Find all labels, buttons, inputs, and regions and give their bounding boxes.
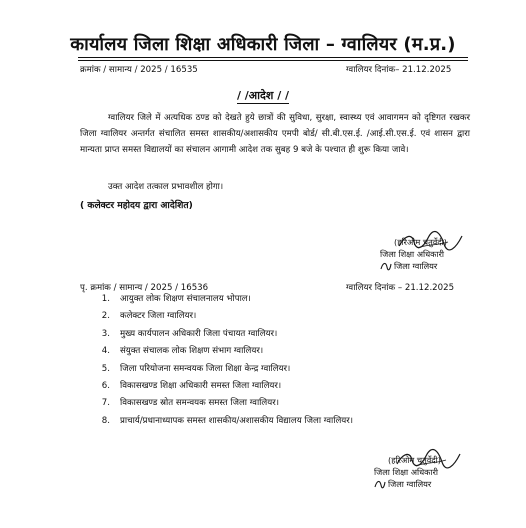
distribution-reference-number: पृ. क्रमांक / सामान्य / 2025 / 16536 [80, 283, 209, 293]
distribution-item: 8. प्राचार्य/प्रधानाध्यापक समस्त शासकीय/अशासकीय विद्यालय जिला ग्वालियर। [101, 415, 354, 426]
signatory-designation: जिला शिक्षा अधिकारी [380, 249, 445, 259]
collector-order-note: ( कलेक्टर महोदय द्वारा आदेशित) [80, 200, 193, 211]
distribution-item: 1. आयुक्त लोक शिक्षण संचालनालय भोपाल। [101, 294, 251, 304]
signatory-name: (हरिओम चतुर्वेदी) [388, 455, 441, 465]
distribution-item: 5. जिला परियोजना समन्वयक जिला शिक्षा केन्द्र ग्वालियर। [101, 363, 291, 374]
distribution-item: 7. विकासखण्ड स्रोत समन्वयक समस्त जिला ग्वालियर। [101, 398, 279, 409]
initial-mark-icon [380, 261, 392, 271]
signatory-location-line [374, 478, 484, 490]
signature-block-1 [380, 236, 490, 272]
signatory-location: जिला ग्वालियर [388, 479, 432, 489]
distribution-item: 4. संयुक्त संचालक लोक शिक्षण संभाग ग्वालियर। [101, 346, 264, 357]
order-place-date: ग्वालियर दिनांक– 21.12.2025 [346, 65, 452, 75]
office-title: कार्यालय जिला शिक्षा अधिकारी जिला – ग्वालियर (म.प्र.) [70, 34, 456, 55]
initial-mark-icon [374, 479, 386, 489]
title-underline-1 [78, 57, 468, 58]
signatory-location: जिला ग्वालियर [394, 261, 438, 271]
handwritten-signature-icon [394, 448, 464, 470]
title-underline-2 [78, 60, 468, 61]
handwritten-signature-icon [396, 230, 466, 252]
signature-block-2 [374, 454, 484, 490]
distribution-list [80, 291, 480, 430]
signatory-designation: जिला शिक्षा अधिकारी [374, 467, 439, 477]
distribution-place-date: ग्वालियर दिनांक – 21.12.2025 [346, 283, 455, 293]
order-heading [0, 88, 526, 103]
distribution-item: 6. विकासखण्ड शिक्षा अधिकारी समस्त जिला ग्वालियर। [101, 380, 282, 391]
signatory-name: (हरिओम चतुर्वेदी) [394, 237, 447, 247]
signatory-location-line [380, 260, 490, 272]
distribution-item: 3. मुख्य कार्यपालन अधिकारी जिला पंचायत ग्वालियर। [101, 328, 278, 339]
order-body: ग्वालियर जिले में अत्यधिक ठण्ड को देखते हुये छात्रों की सुविधा, सुरक्षा, स्वास्थ्य एवं आवागमन को दृष्टिगत रखकर जिला ग्वालियर अन्तर्गत संचालित समस्त शासकीय/अशासकीय एमपी बोर्ड/ सी.बी.एस.ई. /आई.सी.एस.ई. एवं शासन द्वारा मान्यता प्राप्त समस्त विद्यालयों का संचालन आगामी आदेश तक सुबह 9 बजे के पश्चात ही शुरू किया जावे। [80, 113, 470, 155]
distribution-item: 2. कलेक्टर जिला ग्वालियर। [101, 311, 197, 322]
order-effect-line: उक्त आदेश तत्काल प्रभावशील होगा। [108, 182, 224, 192]
order-heading-text: / /आदेश / / [236, 89, 290, 102]
order-reference-number: क्रमांक / सामान्य / 2025 / 16535 [80, 65, 198, 75]
